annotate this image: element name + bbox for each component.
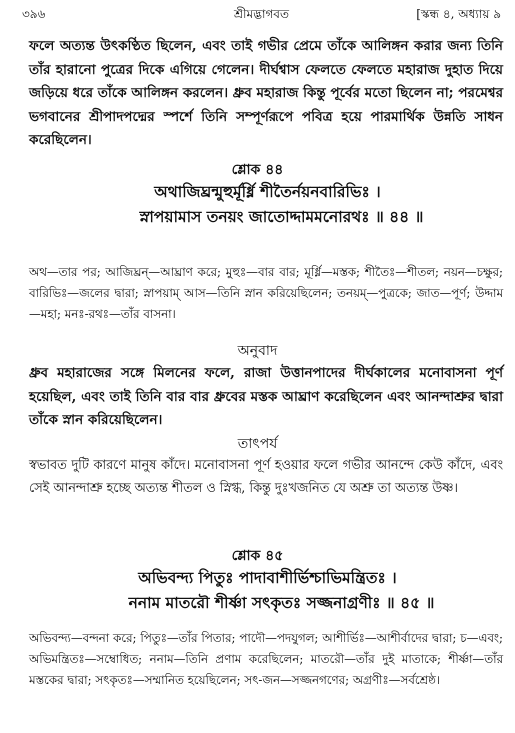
verse-44-label: শ্লোক ৪৪ (231, 162, 284, 178)
verse-44-synonyms: অথ—তার পর; আজিঘ্রন্—আঘ্রাণ করে; মুহুঃ—বার বার; মূর্ধ্নি—মস্তক; শীতৈঃ—শীতল; নয়ন—চক্ষুর; বারিভিঃ—জলের দ্বারা; স্নাপয়াম্ আস—তিনি স্নান করিয়েছিলেন; তনয়ম্—পুত্রকে; জাত—পূর্ণ; উদ্দাম—মহা; মনঃ-রথঃ—তাঁর বাসনা। (29, 265, 503, 321)
verse-45-label: শ্লোক ৪৫ (231, 548, 284, 564)
verse-45-synonyms: অভিবন্দ্য—বন্দনা করে; পিতুঃ—তাঁর পিতার; পাদৌ—পদযুগল; আশীর্ভিঃ—আশীর্বাদের দ্বারা; চ—এবং; অভিমন্ত্রিতঃ—সম্বোধিত; ননাম—তিনি প্রণাম করেছিলেন; মাতরৌ—তাঁর দুই মাতাকে; শীর্ষ্ণা—তাঁর মস্তকের দ্বারা; সৎকৃতঃ—সম্মানিত হয়েছিলেন; সৎ-জন—সজ্জনগণের; অগ্রণীঃ—সর্বশ্রেষ্ঠ। (29, 631, 503, 687)
chapter-reference: [স্কন্ধ ৪, অধ্যায় ৯ (416, 7, 501, 21)
verse-44-purport: স্বভাবত দুটি কারণে মানুষ কাঁদে। মনোবাসনা পূর্ণ হওয়ার ফলে গভীর আনন্দে কেউ কাঁদে, এবং সেই আনন্দাশ্রু হচ্ছে অত্যন্ত শীতল ও স্নিগ্ধ, কিন্তু দুঃখজনিত যে অশ্রু তা অত্যন্ত উষ্ণ। (29, 458, 503, 496)
verse-44-translation: ধ্রুব মহারাজের সঙ্গে মিলনের ফলে, রাজা উত্তানপাদের দীর্ঘকালের মনোবাসনা পূর্ণ হয়েছিল, এবং তাই তিনি বার বার ধ্রুবের মস্তক আঘ্রাণ করেছিলেন এবং আনন্দাশ্রুর দ্বারা তাঁকে স্নান করিয়েছিলেন। (29, 365, 503, 428)
verse-44-line-2: স্নাপয়ামাস তনয়ং জাতোদ্দামমনোরথঃ ॥ ৪৪ ॥ (139, 207, 424, 226)
running-header (22, 6, 501, 24)
intro-paragraph: ফলে অত্যন্ত উৎকণ্ঠিত ছিলেন, এবং তাই গভীর প্রেমে তাঁকে আলিঙ্গন করার জন্য তিনি তাঁর হারানো পুত্রের দিকে এগিয়ে গেলেন। দীর্ঘশ্বাস ফেলতে ফেলতে মহারাজ দুহাত দিয়ে জড়িয়ে ধরে তাঁকে আলিঙ্গন করলেন। ধ্রুব মহারাজ কিন্তু পূর্বের মতো ছিলেন না; পরমেশ্বর ভগবানের শ্রীপাদপদ্মের স্পর্শে তিনি সম্পূর্ণরূপে পবিত্র হয়ে পারমার্থিক উন্নতি সাধন করেছিলেন। (29, 38, 503, 148)
book-title: শ্রীমদ্ভাগবত (233, 7, 289, 21)
verse-44-line-1: অথাজিঘ্রন্মুহুর্মূর্ধ্নি শীতৈর্নয়নবারিভিঃ । (154, 182, 381, 201)
purport-heading: তাৎপর্য (237, 436, 278, 452)
verse-45-line-2: ননাম মাতরৌ শীর্ষ্ণা সৎকৃতঃ সজ্জনাগ্রণীঃ ॥ ৪৫ ॥ (128, 593, 435, 612)
verse-45-line-1: অভিবন্দ্য পিতুঃ পাদাবাশীর্ভিশ্চাভিমন্ত্রিতঃ । (138, 568, 397, 587)
translation-heading: অনুবাদ (237, 343, 278, 359)
page-number: ৩৯৬ (22, 7, 46, 21)
